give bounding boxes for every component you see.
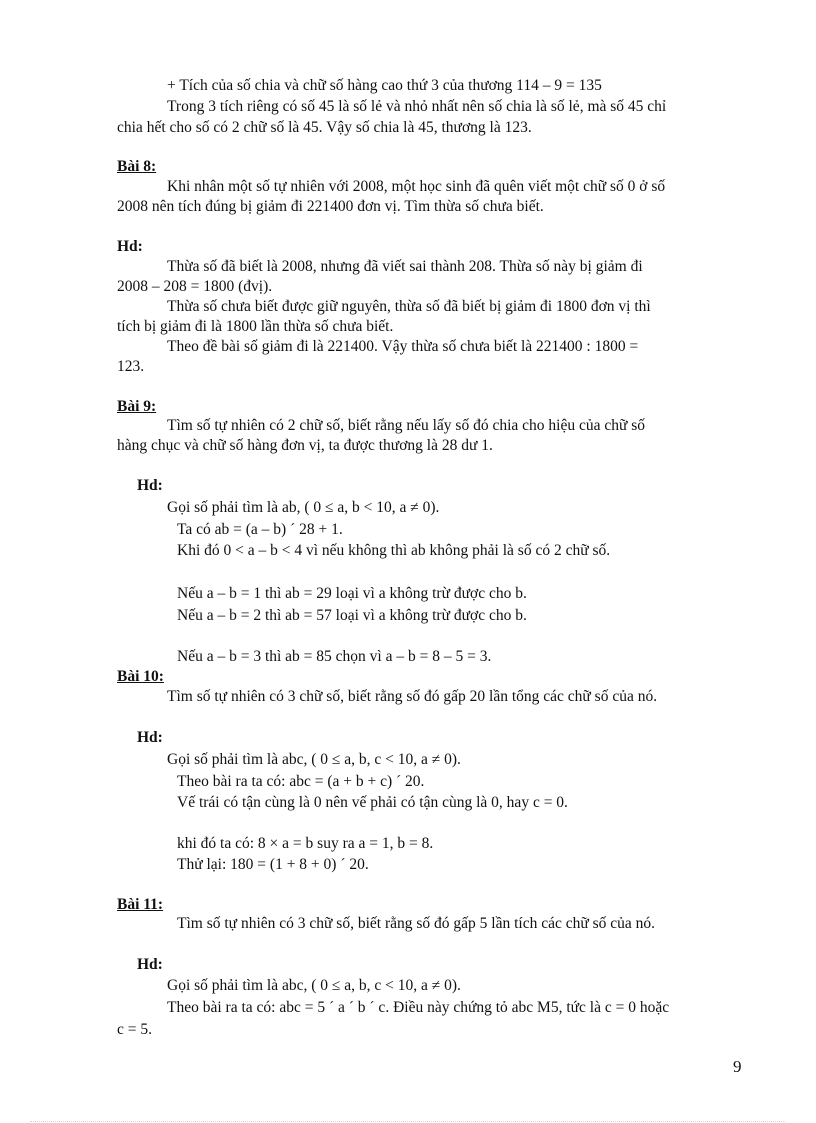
text-line: 2008 nên tích đúng bị giảm đi 221400 đơn vị. Tìm thừa số chưa biết.: [117, 198, 544, 215]
text-line: Vế trái có tận cùng là 0 nên vế phải có tận cùng là 0, hay c = 0.: [177, 794, 568, 811]
text-line: Trong 3 tích riêng có số 45 là số lẻ và nhỏ nhất nên số chia là số lẻ, mà số 45 chỉ: [167, 98, 667, 115]
exercise-heading: Bài 11:: [117, 896, 164, 913]
text-line: chia hết cho số có 2 chữ số là 45. Vậy số chia là 45, thương là 123.: [117, 119, 532, 136]
exercise-heading: Bài 9:: [117, 398, 157, 415]
solution-heading: Hd:: [137, 729, 163, 746]
text-line: Tìm số tự nhiên có 3 chữ số, biết rằng số đó gấp 5 lần tích các chữ số của nó.: [177, 915, 656, 932]
text-line: Ta có ab = (a – b) ´ 28 + 1.: [177, 521, 343, 538]
solution-heading: Hd:: [137, 477, 163, 494]
text-line: hàng chục và chữ số hàng đơn vị, ta được thương là 28 dư 1.: [117, 437, 493, 454]
text-line: tích bị giảm đi là 1800 lần thừa số chưa biết.: [117, 318, 394, 335]
text-line: Tìm số tự nhiên có 3 chữ số, biết rằng số đó gấp 20 lần tổng các chữ số của nó.: [167, 688, 658, 705]
text-line: + Tích của số chia và chữ số hàng cao thứ 3 của thương 114 – 9 = 135: [167, 77, 602, 94]
text-line: Nếu a – b = 2 thì ab = 57 loại vì a không trừ được cho b.: [177, 607, 527, 624]
text-line: Gọi số phải tìm là abc, ( 0 ≤ a, b, c < 10, a ≠ 0).: [167, 751, 461, 768]
text-line: Gọi số phải tìm là abc, ( 0 ≤ a, b, c < 10, a ≠ 0).: [167, 977, 461, 994]
text-line: Khi nhân một số tự nhiên với 2008, một học sinh đã quên viết một chữ số 0 ở số: [167, 178, 666, 195]
text-line: Theo bài ra ta có: abc = 5 ´ a ´ b ´ c. Điều này chứng tỏ abc M5, tức là c = 0 hoặc: [167, 999, 670, 1016]
text-line: 2008 – 208 = 1800 (đvị).: [117, 278, 273, 295]
text-line: Khi đó 0 < a – b < 4 vì nếu không thì ab không phải là số có 2 chữ số.: [177, 542, 611, 559]
text-line: Gọi số phải tìm là ab, ( 0 ≤ a, b < 10, a ≠ 0).: [167, 499, 440, 516]
page-number: 9: [733, 1057, 742, 1076]
page-bottom-divider: [30, 1121, 786, 1122]
text-line: Tìm số tự nhiên có 2 chữ số, biết rằng nếu lấy số đó chia cho hiệu của chữ số: [167, 417, 646, 434]
text-line: Thừa số đã biết là 2008, nhưng đã viết sai thành 208. Thừa số này bị giảm đi: [167, 258, 643, 275]
text-line: c = 5.: [117, 1021, 152, 1038]
text-line: khi đó ta có: 8 × a = b suy ra a = 1, b = 8.: [177, 835, 434, 852]
text-line: Nếu a – b = 3 thì ab = 85 chọn vì a – b = 8 – 5 = 3.: [177, 648, 492, 665]
text-line: Nếu a – b = 1 thì ab = 29 loại vì a không trừ được cho b.: [177, 585, 527, 602]
exercise-heading: Bài 10:: [117, 668, 164, 685]
exercise-heading: Bài 8:: [117, 158, 157, 175]
text-line: Thừa số chưa biết được giữ nguyên, thừa số đã biết bị giảm đi 1800 đơn vị thì: [167, 298, 651, 315]
text-line: 123.: [117, 358, 145, 375]
solution-heading: Hd:: [117, 238, 143, 255]
solution-heading: Hd:: [137, 956, 163, 973]
text-line: Theo đề bài số giảm đi là 221400. Vậy thừa số chưa biết là 221400 : 1800 =: [167, 338, 639, 355]
text-line: Thử lại: 180 = (1 + 8 + 0) ´ 20.: [177, 856, 369, 873]
text-line: Theo bài ra ta có: abc = (a + b + c) ´ 20.: [177, 773, 425, 790]
